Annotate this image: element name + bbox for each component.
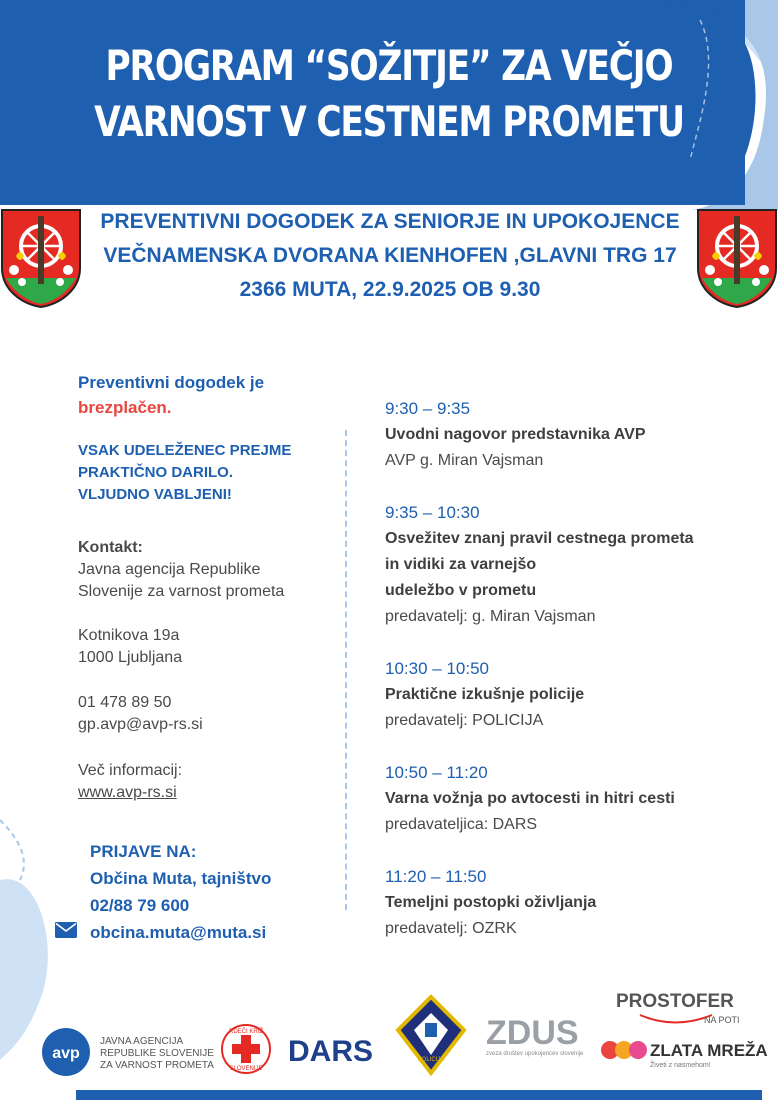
slot-time: 9:30 – 9:35 <box>385 399 471 418</box>
contact-email[interactable]: gp.avp@avp-rs.si <box>78 716 203 733</box>
gift-line-3: VLJUDNO VABLJENI! <box>78 486 232 503</box>
signup-phone: 02/88 79 600 <box>90 896 190 915</box>
event-line-1: PREVENTIVNI DOGODEK ZA SENIORJE IN UPOKOJENCE <box>100 210 680 233</box>
slot-title: udeležbo v prometu <box>385 582 537 599</box>
more-info-label: Več informacij: <box>78 762 183 779</box>
signup-label: PRIJAVE NA: <box>90 842 197 861</box>
gift-line-1: VSAK UDELEŽENEC PREJME <box>78 442 292 459</box>
avp-logo <box>42 1028 214 1076</box>
free-notice <box>78 370 338 420</box>
schedule-item <box>385 500 765 630</box>
title-line-2: VARNOST V CESTNEM PROMETU <box>94 97 684 146</box>
contact-line-1: Javna agencija Republike <box>78 561 261 578</box>
zdus-logo <box>486 1014 584 1057</box>
signup-office: Občina Muta, tajništvo <box>90 869 272 888</box>
zlata-text: ZLATA MREŽA <box>650 1041 768 1060</box>
schedule-item <box>385 396 765 474</box>
phone-email-block <box>78 692 338 736</box>
avp-text-1: JAVNA AGENCIJA <box>100 1036 184 1047</box>
zlata-sub: Živeti z nasmehom! <box>650 1062 711 1069</box>
slot-speaker: predavatelj: POLICIJA <box>385 712 544 729</box>
dars-logo: DARS <box>288 1035 374 1068</box>
slot-time: 10:30 – 10:50 <box>385 659 489 678</box>
prostofer-logo <box>616 991 740 1025</box>
slot-speaker: predavatelj: g. Miran Vajsman <box>385 608 596 625</box>
contact-label: Kontakt: <box>78 539 143 556</box>
gift-line-2: PRAKTIČNO DARILO. <box>78 464 233 481</box>
zlata-mreza-logo <box>601 1041 768 1069</box>
free-line-1: Preventivni dogodek je <box>78 373 265 392</box>
coat-of-arms-right <box>696 208 778 308</box>
prostofer-text: PROSTOFER <box>616 991 734 1012</box>
zdus-sub: zveza društev upokojencev slovenije <box>486 1051 584 1057</box>
title-line-1: PROGRAM “SOŽITJE” ZA VEČJO <box>105 41 673 90</box>
envelope-icon <box>55 922 77 938</box>
address-line-1: Kotnikova 19a <box>78 627 180 644</box>
policija-text: POLICIJA <box>417 1057 445 1063</box>
policija-logo <box>398 997 464 1073</box>
slot-title: in vidiki za varnejšo <box>385 556 537 573</box>
prostofer-sub: NA POTI <box>704 1015 740 1025</box>
slot-time: 10:50 – 11:20 <box>385 763 488 782</box>
redcross-bottom: SLOVENIJE <box>229 1066 263 1072</box>
free-line-2: brezplačen. <box>78 398 172 417</box>
partner-logos <box>0 985 778 1085</box>
slot-title: Varna vožnja po avtocesti in hitri cesti <box>385 790 675 807</box>
slot-time: 9:35 – 10:30 <box>385 503 480 522</box>
red-cross-logo <box>222 1025 270 1073</box>
signup-email[interactable]: obcina.muta@muta.si <box>90 923 267 942</box>
slot-title: Temeljni postopki oživljanja <box>385 894 597 911</box>
contact-block <box>78 537 338 603</box>
signup-block <box>90 838 330 946</box>
gift-notice <box>78 440 338 506</box>
event-line-3: 2366 MUTA, 22.9.2025 OB 9.30 <box>239 278 541 301</box>
avp-text-2: REPUBLIKE SLOVENIJE <box>100 1048 214 1059</box>
contact-line-2: Slovenije za varnost prometa <box>78 583 285 600</box>
more-info-link[interactable]: www.avp-rs.si <box>78 784 177 801</box>
schedule-item <box>385 864 765 942</box>
redcross-top: RDEČI KRIŽ <box>228 1029 264 1035</box>
zdus-text: ZDUS <box>486 1014 579 1052</box>
event-details <box>90 205 690 307</box>
contact-phone: 01 478 89 50 <box>78 694 172 711</box>
slot-speaker: predavateljica: DARS <box>385 816 538 833</box>
event-line-2: VEČNAMENSKA DVORANA KIENHOFEN ,GLAVNI TRG 17 <box>103 244 677 267</box>
schedule-item <box>385 656 765 734</box>
slot-title: Praktične izkušnje policije <box>385 686 585 703</box>
coat-of-arms-left <box>0 208 82 308</box>
avp-text-3: ZA VARNOST PROMETA <box>100 1060 214 1071</box>
schedule-item <box>385 760 765 838</box>
slot-speaker: predavatelj: OZRK <box>385 920 517 937</box>
slot-title: Osvežitev znanj pravil cestnega prometa <box>385 530 694 547</box>
more-info-block <box>78 760 338 804</box>
footer-bar <box>76 1090 762 1100</box>
slot-time: 11:20 – 11:50 <box>385 867 487 886</box>
address-block <box>78 625 338 669</box>
slot-title: Uvodni nagovor predstavnika AVP <box>385 426 646 443</box>
svg-text:avp: avp <box>52 1045 80 1062</box>
slot-speaker: AVP g. Miran Vajsman <box>385 452 544 469</box>
address-line-2: 1000 Ljubljana <box>78 649 183 666</box>
column-divider <box>345 430 347 910</box>
page-title <box>70 38 708 150</box>
info-column <box>78 370 338 801</box>
schedule <box>385 396 765 968</box>
